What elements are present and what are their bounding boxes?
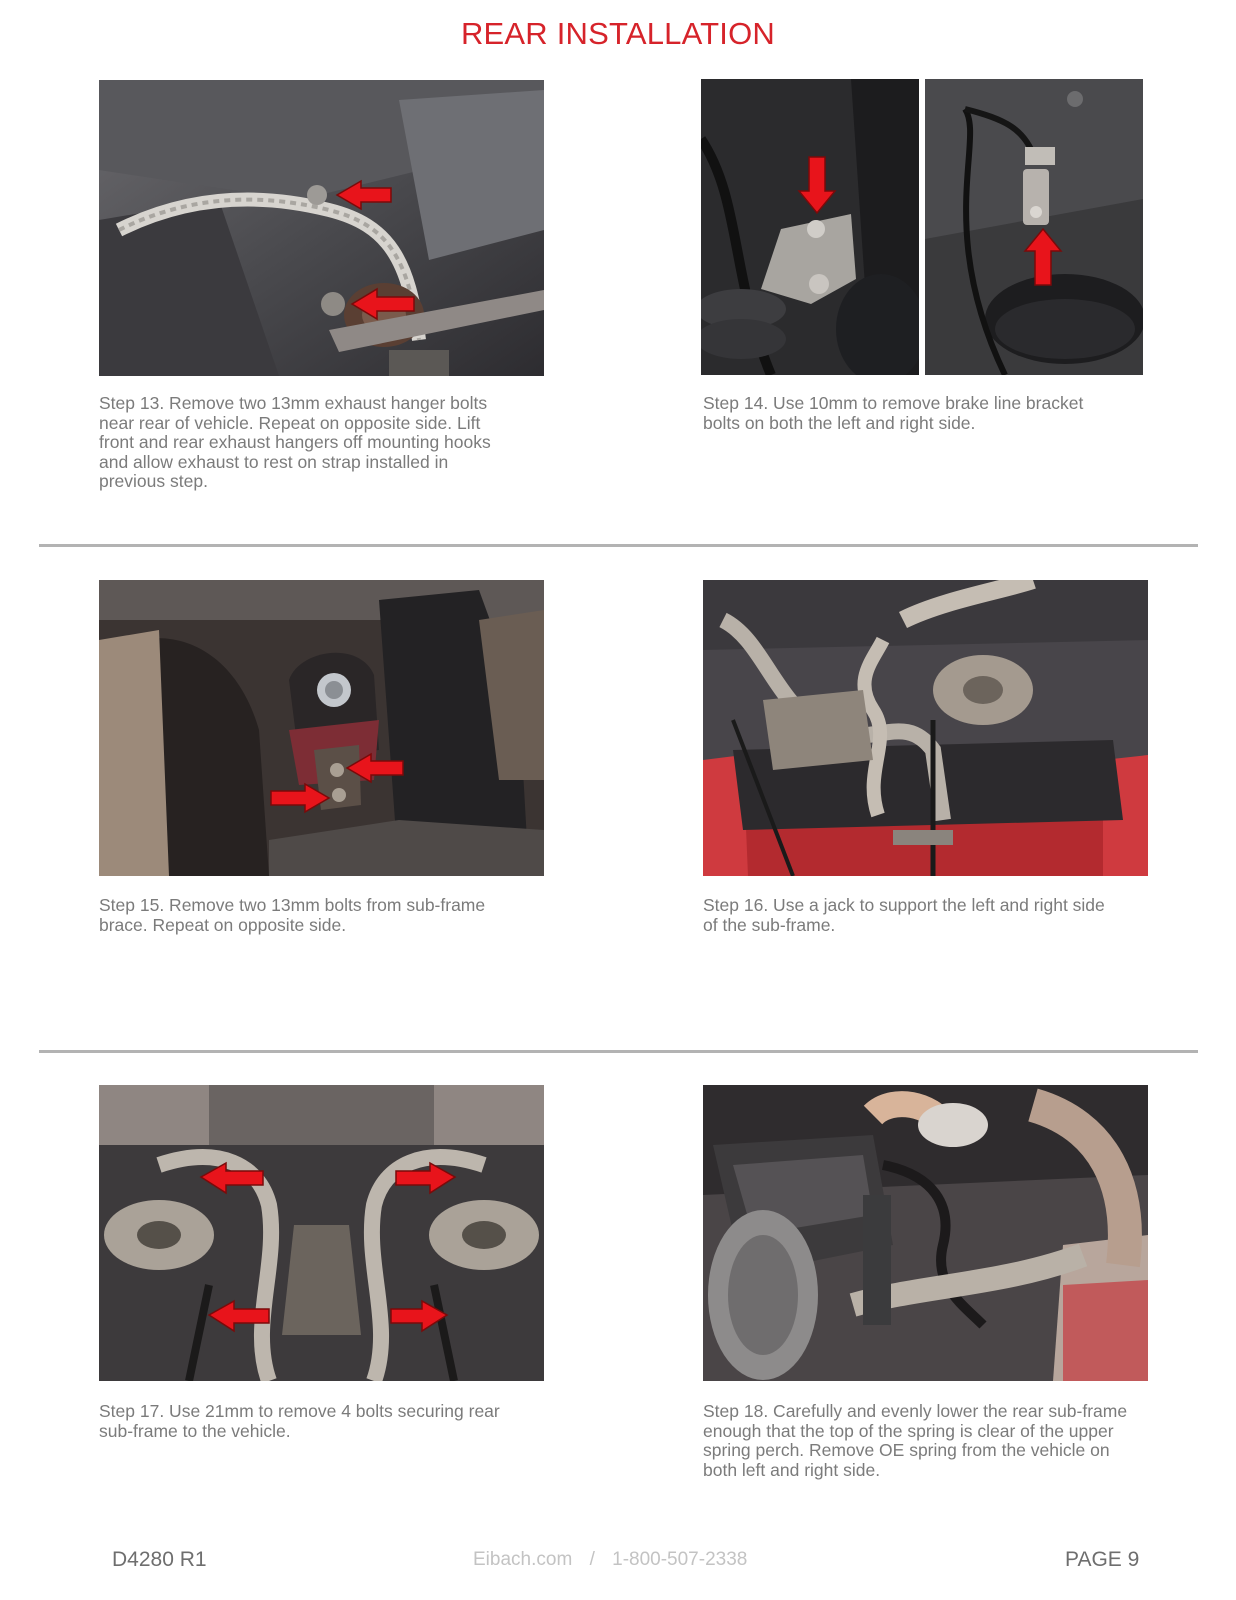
step-16-photo [703,580,1148,876]
footer-website[interactable]: Eibach.com [473,1549,573,1570]
step-18-photo [703,1085,1148,1381]
footer-separator: / [589,1549,595,1570]
step-13-photo [99,80,544,376]
step-14-caption: Step 14. Use 10mm to remove brake line bracket bolts on both the left and right side. [703,393,1084,433]
step-13-caption: Step 13. Remove two 13mm exhaust hanger bolts near rear of vehicle. Repeat on opposite side. Lift front and rear exhaust hangers off mounting hooks and allow exhaust to rest on strap installed in previous step. [99,393,491,492]
step-18-caption: Step 18. Carefully and evenly lower the rear sub-frame enough that the top of the spring is clear of the upper spring perch. Remove OE spring from the vehicle on both left and right side. [703,1401,1128,1480]
footer-contact [473,1549,747,1571]
section-divider-1 [39,544,1198,547]
step-15-photo [99,580,544,876]
step-17-caption: Step 17. Use 21mm to remove 4 bolts securing rear sub-frame to the vehicle. [99,1401,500,1441]
step-17-photo [99,1085,544,1381]
footer-phone: 1-800-507-2338 [612,1549,748,1570]
step-14-photo-left [701,79,919,375]
page-title: REAR INSTALLATION [460,16,776,51]
step-15-caption: Step 15. Remove two 13mm bolts from sub-frame brace. Repeat on opposite side. [99,895,486,935]
step-14-photo-right [925,79,1143,375]
document-id: D4280 R1 [112,1548,207,1571]
step-16-caption: Step 16. Use a jack to support the left and right side of the sub-frame. [703,895,1105,935]
page-number: PAGE 9 [1065,1548,1140,1571]
section-divider-2 [39,1050,1198,1053]
